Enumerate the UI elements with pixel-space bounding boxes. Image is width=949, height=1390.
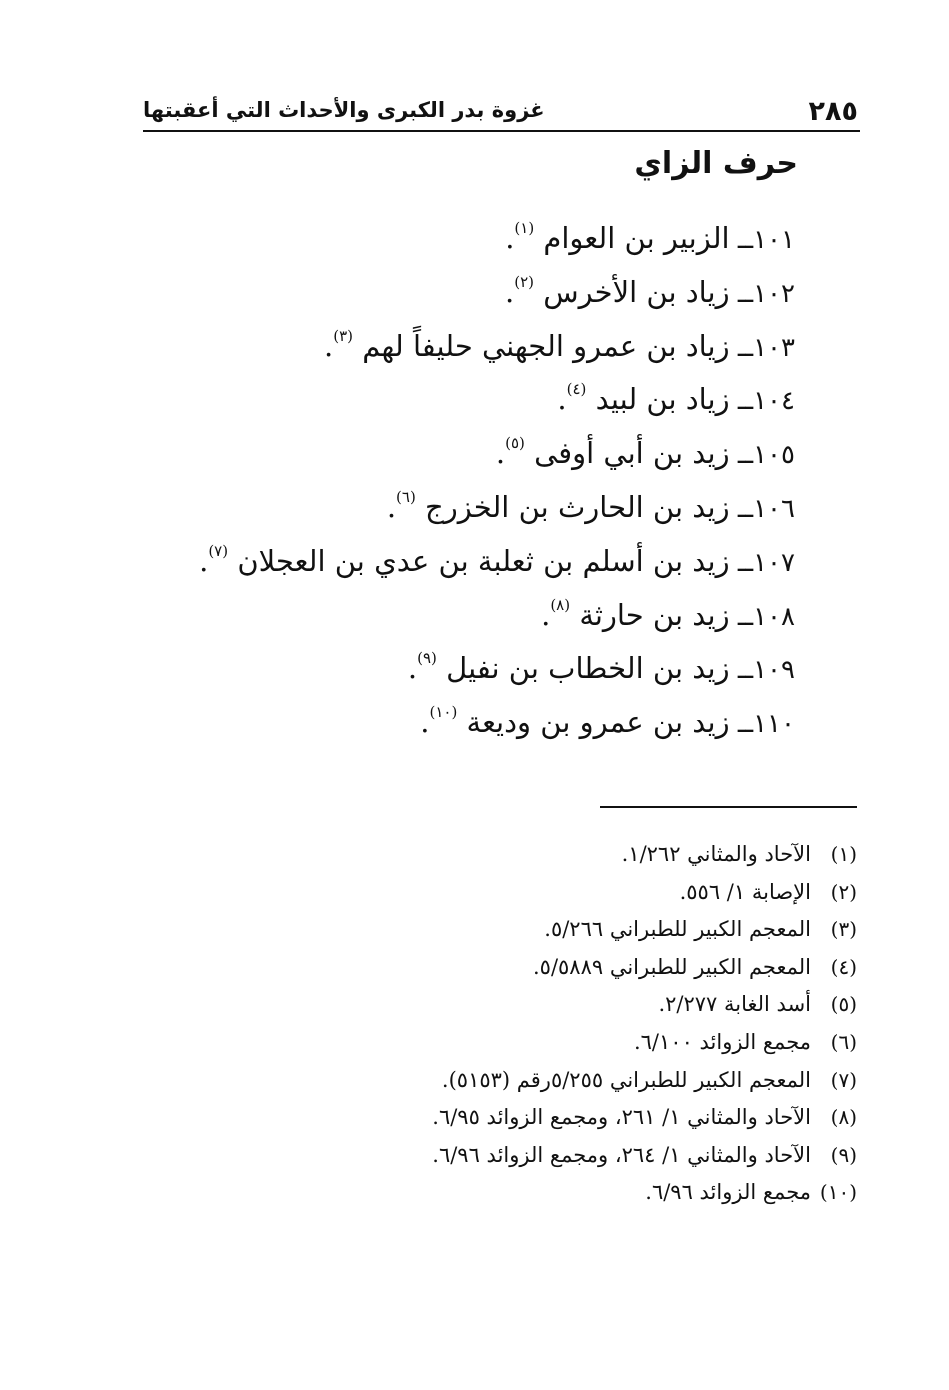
entry-dash: ــ: [729, 493, 754, 524]
names-list: [199, 212, 795, 750]
footnote-reference: (٨): [550, 595, 571, 614]
footnote-reference: (٢): [514, 272, 535, 291]
entry-dash: ــ: [729, 278, 754, 309]
entry-name: زيد بن أسلم بن ثعلبة بن عدي بن العجلان: [237, 543, 730, 578]
list-item: ١١٠ــ زيد بن عمرو بن وديعة $^{(١٠)}$.: [420, 703, 795, 740]
footnote-reference: (٥): [505, 434, 525, 453]
footnote-reference: (١): [514, 219, 535, 237]
footnote-marker: (١): [830, 842, 857, 866]
footnote-item: [432, 874, 857, 912]
footnote-item: [432, 949, 857, 987]
entry-dash: ــ: [729, 440, 754, 471]
list-item: ١٠٧ــ زيد بن أسلم بن ثعلبة بن عدي بن العجلان $^{(٧)}$.: [199, 541, 795, 578]
entry-dash: ــ: [729, 332, 754, 363]
entry-number: ١٠١: [753, 225, 795, 255]
list-item: ١٠٥ــ زيد بن أبي أوفى $^{(٥)}$.: [495, 434, 795, 471]
list-item: ١٠٦ــ زيد بن الحارث بن الخزرج $^{(٦)}$.: [386, 487, 795, 524]
entry-name: زيد بن عمرو بن وديعة: [466, 705, 730, 740]
footnote-text: المعجم الكبير للطبراني ٥/٢٦٦.: [544, 917, 811, 942]
footnote-item: [432, 1099, 857, 1137]
entry-number: ١٠٥: [753, 440, 795, 471]
entry-number: ١٠٢: [753, 278, 795, 309]
entry-number: ١٠٦: [753, 493, 795, 524]
footnote-item: [432, 911, 857, 949]
entry-dash: ــ: [729, 601, 754, 632]
footnote-text: الآحاد والمثاني ١/٢٦٢.: [621, 842, 811, 866]
footnote-reference: (١٠): [429, 703, 458, 722]
footnote-text: مجمع الزوائد ٦/٩٦.: [645, 1180, 811, 1205]
footnote-marker: (١٠): [819, 1180, 857, 1205]
footnote-reference: (٣): [333, 326, 354, 345]
footnote-marker: (٦): [830, 1029, 857, 1054]
entry-name: زياد بن عمرو الجهني حليفاً لهم: [362, 328, 730, 363]
footnote-text: المعجم الكبير للطبراني ٥/٥٨٨٩.: [532, 954, 811, 979]
entry-number: ١٠٧: [753, 547, 795, 578]
entry-name: زيد بن الخطاب بن نفيل: [446, 651, 730, 686]
footnote-text: الآحاد والمثاني ١/ ٢٦١، ومجمع الزوائد ٦/٩٥.: [432, 1105, 811, 1130]
entry-number: ١٠٩: [753, 655, 795, 686]
footnote-marker: (٥): [830, 992, 857, 1017]
list-item: ١٠١ــ الزبير بن العوام $^{(١)}$.: [505, 219, 795, 255]
running-title: غزوة بدر الكبرى والأحداث التي أعقبتها: [143, 98, 545, 122]
entry-number: ١٠٣: [753, 332, 795, 363]
entry-name: زيد بن أبي أوفى: [534, 436, 730, 471]
entry-name: زيد بن الحارث بن الخزرج: [425, 489, 730, 524]
list-item: ١٠٢ــ زياد بن الأخرس $^{(٢)}$.: [505, 272, 795, 309]
footnote-text: المعجم الكبير للطبراني ٥/٢٥٥رقم (٥١٥٣).: [441, 1067, 811, 1092]
entry-name: الزبير بن العوام: [543, 221, 730, 255]
footnote-item: [432, 1062, 857, 1100]
list-item: ١٠٩ــ زيد بن الخطاب بن نفيل $^{(٩)}$.: [407, 649, 795, 686]
footnote-marker: (٩): [830, 1142, 857, 1167]
entry-number: ١١٠: [753, 709, 795, 740]
entry-name: زياد بن الأخرس: [543, 274, 730, 309]
footnote-item: [432, 836, 857, 874]
entry-number: ١٠٤: [753, 386, 795, 417]
footnote-reference: (٩): [417, 649, 437, 668]
entry-name: زيد بن حارثة: [579, 597, 730, 632]
footnote-marker: (٤): [830, 954, 857, 979]
footnote-marker: (٢): [830, 879, 857, 904]
entry-dash: ــ: [729, 655, 754, 686]
entry-dash: ــ: [729, 225, 754, 255]
footnote-item: [432, 1137, 857, 1175]
list-item: ١٠٣ــ زياد بن عمرو الجهني حليفاً لهم $^{(٣)}$.: [324, 326, 795, 363]
footnote-separator: [600, 806, 857, 808]
footnotes-list: [432, 836, 857, 1212]
entry-number: ١٠٨: [753, 601, 795, 632]
footnote-marker: (٨): [830, 1105, 857, 1130]
footnote-text: مجمع الزوائد ٦/١٠٠.: [633, 1029, 811, 1054]
entry-name: زياد بن لبيد: [595, 382, 730, 417]
section-heading: حرف الزاي: [634, 146, 798, 181]
page-header: [143, 94, 860, 132]
page-number: ٢٨٥: [808, 96, 858, 127]
footnote-text: الإصابة ١/ ٥٥٦.: [679, 879, 811, 904]
entry-dash: ــ: [729, 547, 754, 578]
footnote-reference: (٦): [396, 487, 416, 506]
list-item: ١٠٤ــ زياد بن لبيد $^{(٤)}$.: [557, 380, 795, 417]
entry-dash: ــ: [729, 709, 754, 740]
footnote-reference: (٤): [566, 380, 587, 399]
entry-dash: ــ: [729, 386, 754, 417]
footnote-item: [432, 986, 857, 1024]
footnote-text: الآحاد والمثاني ١/ ٢٦٤، ومجمع الزوائد ٦/٩٦.: [432, 1142, 811, 1167]
footnote-reference: (٧): [208, 541, 229, 560]
footnote-text: أسد الغابة ٢/٢٧٧.: [658, 992, 811, 1017]
footnote-item: [432, 1174, 857, 1212]
list-item: ١٠٨ــ زيد بن حارثة $^{(٨)}$.: [541, 595, 795, 632]
footnote-marker: (٣): [830, 917, 857, 942]
footnote-marker: (٧): [830, 1067, 857, 1092]
footnote-item: [432, 1024, 857, 1062]
